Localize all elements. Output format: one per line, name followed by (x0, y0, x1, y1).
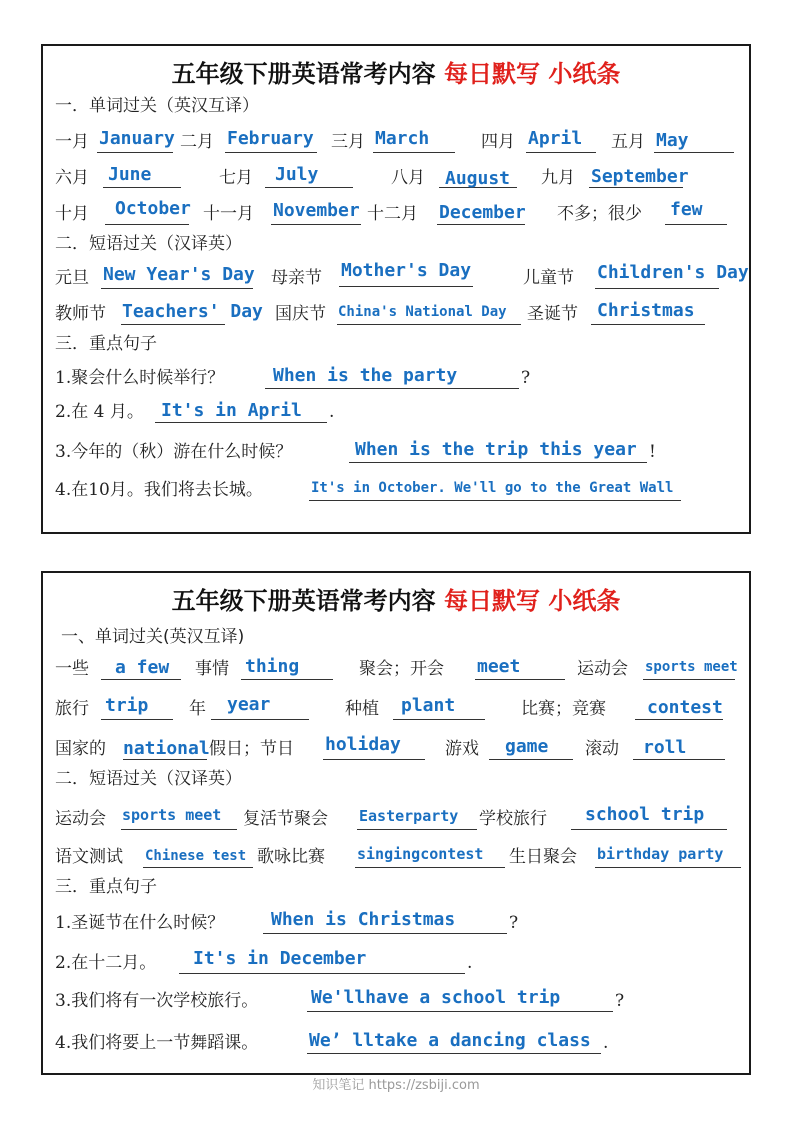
answer-line (121, 829, 237, 830)
sentence-answer: It's in October. We'll go to the Great Wall (311, 480, 674, 496)
word-answer: March (375, 128, 430, 149)
word-answer: meet (477, 656, 521, 677)
sentence-end: ! (649, 442, 656, 462)
phrase-answer: Chinese test (145, 848, 247, 864)
sentence-prompt: 2.在十二月。 (55, 953, 157, 973)
word-answer: January (99, 128, 175, 149)
phrase-prompt: 母亲节 (271, 268, 322, 288)
answer-line (265, 187, 353, 188)
sentence-end: ? (521, 368, 531, 388)
answer-line (393, 719, 485, 720)
phrase-answer: New Year's Day (103, 264, 255, 285)
word-answer: April (528, 128, 583, 149)
answer-line (103, 187, 181, 188)
sentence-prompt: 1.聚会什么时候举行？ (55, 368, 225, 388)
answer-line (123, 759, 207, 760)
answer-line (265, 388, 519, 389)
answer-line (337, 324, 521, 325)
word-answer: sports meet (645, 659, 738, 675)
answer-line (101, 288, 253, 289)
word-prompt: 比赛；竞赛 (521, 699, 606, 719)
word-prompt: 三月 (331, 132, 365, 152)
word-answer: December (439, 202, 526, 223)
sentence-prompt: 4.我们将要上一节舞蹈课。 (55, 1033, 259, 1053)
sentence-end: . (603, 1033, 609, 1053)
word-answer: plant (401, 695, 456, 716)
sentence-end: ? (615, 991, 625, 1011)
sentence-answer: When is the trip this year (355, 439, 637, 460)
answer-line (643, 679, 735, 680)
card-title: 五年级下册英语常考内容 每日默写 小纸条 (171, 60, 621, 88)
footer-watermark: 知识笔记 https://zsbiji.com (312, 1078, 480, 1093)
word-prompt: 七月 (219, 168, 253, 188)
phrase-answer: sports meet (122, 806, 222, 824)
phrase-answer: singingcontest (357, 845, 484, 863)
phrase-answer: Children's Day (597, 262, 749, 283)
word-prompt: 四月 (481, 132, 515, 152)
answer-line (595, 867, 741, 868)
answer-line (489, 759, 573, 760)
word-prompt: 六月 (55, 168, 89, 188)
phrase-prompt: 歌咏比赛 (257, 847, 325, 867)
answer-line (105, 224, 189, 225)
worksheet-card-2 (41, 571, 751, 1075)
sentence-prompt: 4.在10月。我们将去长城。 (55, 480, 263, 500)
card-title: 五年级下册英语常考内容 每日默写 小纸条 (171, 587, 621, 615)
answer-line (155, 422, 327, 423)
word-prompt: 十一月 (203, 204, 254, 224)
word-answer: September (591, 166, 689, 187)
worksheet-card-1 (41, 44, 751, 534)
answer-line (241, 679, 333, 680)
phrase-answer: birthday party (597, 845, 724, 863)
answer-line (307, 1011, 613, 1012)
answer-line (589, 187, 683, 188)
word-answer: national (123, 738, 210, 759)
word-prompt: 二月 (180, 132, 214, 152)
answer-line (357, 829, 477, 830)
word-answer: May (656, 130, 689, 151)
word-answer: year (227, 694, 271, 715)
answer-line (211, 719, 309, 720)
sentence-answer: When is Christmas (271, 909, 456, 930)
word-prompt: 五月 (611, 132, 645, 152)
phrase-answer: school trip (585, 804, 705, 825)
answer-line (633, 759, 725, 760)
answer-line (101, 679, 181, 680)
phrase-prompt: 学校旅行 (479, 809, 547, 829)
word-prompt: 八月 (391, 168, 425, 188)
sentence-end: ? (509, 913, 519, 933)
answer-line (323, 759, 425, 760)
word-prompt: 假日；节日 (209, 739, 294, 759)
answer-line (143, 867, 253, 868)
phrase-prompt: 圣诞节 (527, 304, 578, 324)
phrase-prompt: 国庆节 (275, 304, 326, 324)
phrase-prompt: 生日聚会 (509, 847, 577, 867)
answer-line (339, 286, 473, 287)
word-prompt: 事情 (195, 659, 229, 679)
phrase-prompt: 复活节聚会 (243, 809, 328, 829)
answer-line (591, 324, 705, 325)
section-heading-sentences: 三．重点句子 (55, 877, 157, 897)
answer-line (437, 224, 525, 225)
sentence-answer: We’ lltake a dancing class (309, 1030, 591, 1051)
word-prompt: 聚会；开会 (359, 659, 444, 679)
word-prompt: 种植 (345, 699, 379, 719)
phrase-prompt: 元旦 (55, 268, 89, 288)
section-heading-phrases: 二．短语过关（汉译英） (55, 769, 242, 789)
answer-line (271, 224, 361, 225)
word-answer: November (273, 200, 360, 221)
answer-line (571, 829, 727, 830)
answer-line (225, 152, 317, 153)
sentence-prompt: 3.今年的（秋）游在什么时候？ (55, 442, 293, 462)
answer-line (355, 867, 505, 868)
phrase-answer: Christmas (597, 300, 695, 321)
word-prompt: 九月 (541, 168, 575, 188)
word-answer: thing (245, 656, 300, 677)
word-answer: contest (647, 697, 723, 718)
section-heading-sentences: 三．重点句子 (55, 334, 157, 354)
answer-line (309, 500, 681, 501)
sentence-prompt: 1.圣诞节在什么时候？ (55, 913, 225, 933)
word-prompt: 年 (189, 699, 206, 719)
phrase-prompt: 语文测试 (55, 847, 123, 867)
answer-line (263, 933, 507, 934)
sentence-answer: It's in April (161, 400, 302, 421)
word-answer: August (445, 168, 511, 189)
phrase-answer: Easterparty (359, 807, 459, 825)
word-prompt: 滚动 (585, 739, 619, 759)
word-prompt: 国家的 (55, 739, 106, 759)
answer-line (654, 152, 734, 153)
answer-line (349, 462, 647, 463)
phrase-answer: Mother's Day (341, 260, 472, 281)
answer-line (97, 152, 173, 153)
word-answer: trip (105, 695, 149, 716)
answer-line (373, 152, 455, 153)
word-answer: October (115, 198, 191, 219)
word-prompt: 运动会 (577, 659, 628, 679)
word-prompt: 十月 (55, 204, 89, 224)
answer-line (665, 224, 727, 225)
word-answer: a few (115, 657, 170, 678)
word-answer: holiday (325, 734, 401, 755)
phrase-prompt: 儿童节 (523, 268, 574, 288)
word-prompt: 旅行 (55, 699, 89, 719)
section-heading-words: 一、单词过关(英汉互译) (61, 627, 245, 647)
sentence-prompt: 3.我们将有一次学校旅行。 (55, 991, 259, 1011)
word-answer: roll (643, 737, 687, 758)
answer-line (179, 973, 465, 974)
word-answer: February (227, 128, 314, 149)
answer-line (121, 324, 225, 325)
answer-line (595, 288, 719, 289)
sentence-answer: It's in December (193, 948, 367, 969)
word-answer: few (670, 199, 703, 220)
sentence-answer: When is the party (273, 365, 458, 386)
sentence-answer: We'llhave a school trip (311, 987, 561, 1008)
sentence-end: . (467, 953, 473, 973)
section-heading-phrases: 二．短语过关（汉译英） (55, 234, 242, 254)
word-prompt: 游戏 (445, 739, 479, 759)
answer-line (101, 719, 173, 720)
word-prompt: 一些 (55, 659, 89, 679)
answer-line (635, 719, 723, 720)
word-prompt: 十二月 (367, 204, 418, 224)
phrase-answer: Teachers' Day (122, 301, 263, 322)
sentence-end: . (329, 402, 335, 422)
word-prompt: 不多；很少 (557, 204, 642, 224)
answer-line (475, 679, 565, 680)
section-heading-words: 一．单词过关（英汉互译） (55, 96, 259, 116)
word-answer: game (505, 736, 549, 757)
phrase-answer: China's National Day (338, 304, 507, 320)
answer-line (526, 152, 596, 153)
word-answer: July (275, 164, 319, 185)
answer-line (307, 1053, 601, 1054)
word-answer: June (108, 164, 152, 185)
phrase-prompt: 运动会 (55, 809, 106, 829)
sentence-prompt: 2.在 4 月。 (55, 402, 144, 422)
phrase-prompt: 教师节 (55, 304, 106, 324)
word-prompt: 一月 (55, 132, 89, 152)
